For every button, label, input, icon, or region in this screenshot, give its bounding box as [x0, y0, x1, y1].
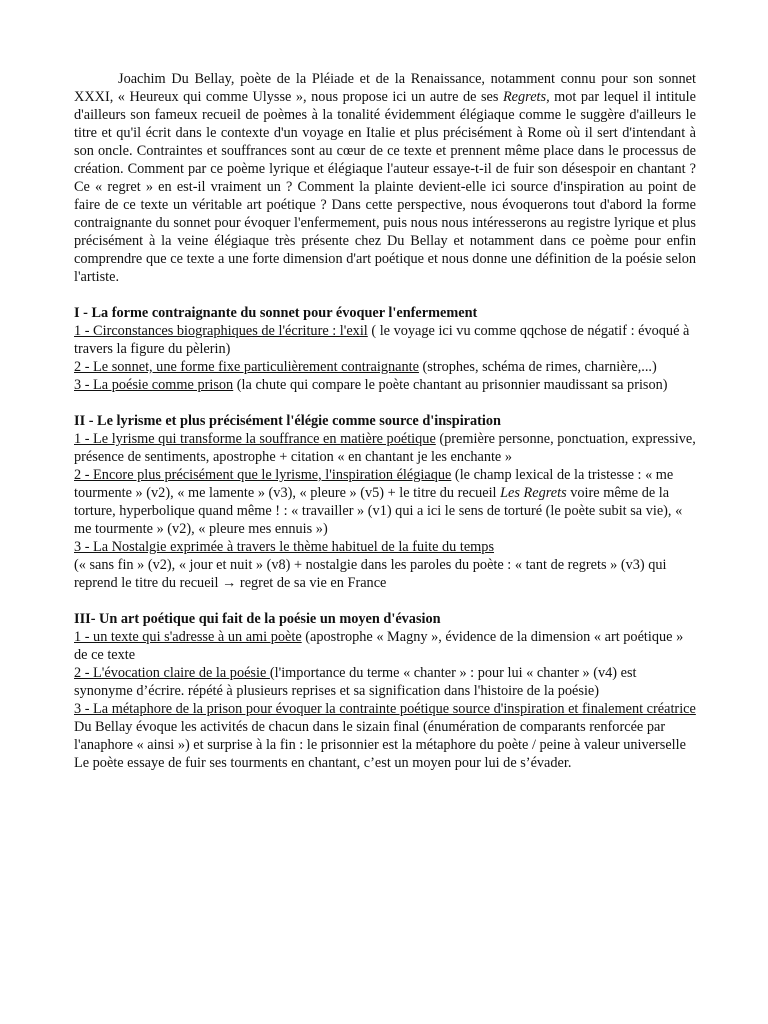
section-1-item-2 — [74, 358, 696, 376]
section-1 — [74, 304, 696, 394]
section-1-item-1 — [74, 322, 696, 358]
section-1-item-3 — [74, 376, 696, 394]
introduction-paragraph — [74, 70, 696, 286]
section-2-item-1-heading: 1 - Le lyrisme qui transforme la souffrance en matière poétique — [74, 431, 436, 447]
section-2-item-2-italic-title: Les Regrets — [500, 485, 567, 501]
section-2-item-1 — [74, 430, 696, 466]
section-2-item-3-heading-line — [74, 538, 696, 556]
intro-text-part2: mot par lequel il intitule d'ailleurs son fameux recueil de poèmes à la tonalité évidemment élégiaque comme le suggère d'ailleurs le titre et qu'il écrit dans le contexte d'un voyage en Italie et plus précisément à Rome où il sert d'intendant à son oncle. Contraintes et souffrances sont au cœur de ce texte et prennent même place dans le processus de création. Comment par ce poème lyrique et élégiaque l'auteur essaye-t-il de fuir son désespoir en chantant ? Ce « regret » en est-il vraiment un ? Comment la plainte devient-elle ici source d'inspiration au point de faire de ce texte un véritable art poétique ? Dans cette perspective, nous évoquerons tout d'abord la forme contraignante du sonnet pour évoquer l'enfermement, puis nous nous intéresserons au registre lyrique et plus précisément à la veine élégiaque très présente chez Du Bellay et notamment dans ce poème pour enfin comprendre que ce texte a une forte dimension d'art poétique et nous donne une définition de la poésie selon l'artiste. — [74, 89, 696, 285]
intro-regrets-italic: Regrets, — [502, 89, 550, 105]
section-2-item-2-text: (le champ lexical de la tristesse : « me tourmente » (v2), « me lamente » (v3), « pleure » (v5) + le titre du recueil — [74, 467, 674, 501]
section-2-item-1-text: (première personne, ponctuation, expressive, présence de sentiments, apostrophe + citation « en chantant je les enchante » — [74, 431, 696, 465]
section-3-item-2 — [74, 664, 696, 700]
section-3-item-2-heading: 2 - L'évocation claire de la poésie — [74, 665, 270, 681]
section-3-paragraph-2: Le poète essaye de fuir ses tourments en chantant, c’est un moyen pour lui de s’évader. — [74, 755, 572, 771]
section-1-item-2-text: (strophes, schéma de rimes, charnière,...) — [418, 359, 657, 375]
section-1-item-3-heading: 3 - La poésie comme prison — [74, 377, 234, 393]
section-3-item-1 — [74, 628, 696, 664]
section-2-title: II - Le lyrisme et plus précisément l'élégie comme source d'inspiration — [74, 413, 501, 429]
section-3 — [74, 610, 696, 772]
document-page — [74, 70, 696, 772]
section-2-item-3-text: (« sans fin » (v2), « jour et nuit » (v8) + nostalgie dans les paroles du poète : « tant de regrets » (v3) qui reprend le titre du recueil → regret de sa vie en France — [74, 557, 667, 591]
section-3-paragraph-1: Du Bellay évoque les activités de chacun dans le sizain final (énumération de comparants renforcée par l'anaphore « ainsi ») et surprise à la fin : le prisonnier est la métaphore du poète / peine à valeur universelle — [74, 719, 686, 753]
section-1-item-3-text: (la chute qui compare le poète chantant au prisonnier maudissant sa prison) — [233, 377, 668, 393]
section-3-item-1-text: (apostrophe « Magny », évidence de la dimension « art poétique » de ce texte — [74, 629, 684, 663]
section-2-item-2-text-2: voire même de la torture, hyperbolique quand même ! : « travailler » (v1) qui a ici le sens de torturé (le poète subit sa vie), « me tourmente » (v2), « pleure mes ennuis ») — [74, 485, 683, 537]
section-3-title: III- Un art poétique qui fait de la poésie un moyen d'évasion — [74, 611, 441, 627]
section-2-item-2-heading: 2 - Encore plus précisément que le lyrisme, l'inspiration élégiaque — [74, 467, 452, 483]
section-1-title: I - La forme contraignante du sonnet pour évoquer l'enfermement — [74, 305, 478, 321]
section-3-item-3-heading: 3 - La métaphore de la prison pour évoquer la contrainte poétique source d'inspiration et finalement créatrice — [74, 701, 696, 717]
section-3-item-1-heading: 1 - un texte qui s'adresse à un ami poète — [74, 629, 302, 645]
section-3-item-2-text: (l'importance du terme « chanter » : pour lui « chanter » (v4) est synonyme d’écrire. répété à plusieurs reprises et sa signification dans l'histoire de la poésie) — [74, 665, 637, 699]
section-2-item-3-heading: 3 - La Nostalgie exprimée à travers le thème habituel de la fuite du temps — [74, 539, 495, 555]
intro-text-part1: Joachim Du Bellay, poète de la Pléiade et de la Renaissance, notamment connu pour son sonnet XXXI, « Heureux qui comme Ulysse », nous propose ici un autre de ses — [74, 71, 696, 105]
section-1-item-2-heading: 2 - Le sonnet, une forme fixe particulièrement contraignante — [74, 359, 419, 375]
section-2 — [74, 412, 696, 592]
section-2-item-2 — [74, 466, 696, 538]
section-3-item-3 — [74, 700, 696, 718]
section-1-item-1-heading: 1 - Circonstances biographiques de l'écriture : l'exil — [74, 323, 368, 339]
section-1-item-1-text: ( le voyage ici vu comme qqchose de négatif : évoqué à travers la figure du pèlerin) — [74, 323, 690, 357]
